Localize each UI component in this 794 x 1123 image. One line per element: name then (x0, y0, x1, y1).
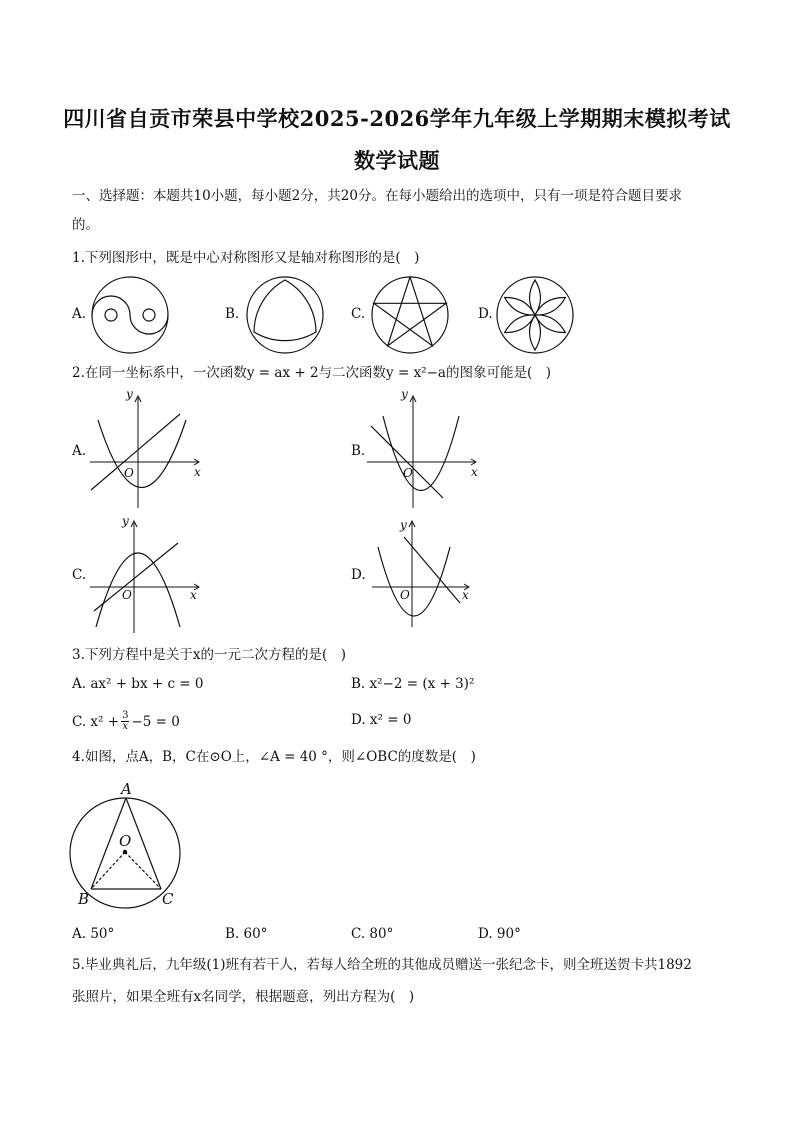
section-instructions-cont: 的。 (72, 217, 99, 233)
q3-option-c-prefix: C. x² + (72, 713, 120, 730)
q2-d-y-label: y (400, 518, 407, 532)
q4-circle-figure (68, 780, 186, 910)
q1-option-d-label: D. (478, 306, 493, 322)
q2-b-origin: O (403, 466, 413, 480)
q2-a-y-label: y (126, 387, 133, 401)
q4-option-b: B. 60° (225, 926, 268, 942)
q4-label-o: O (119, 832, 132, 850)
question-2-text: 2.在同一坐标系中，一次函数y = ax + 2与二次函数y = x²−a的图象可能是( ) (72, 365, 551, 381)
q3-fraction-denominator: x (122, 721, 129, 732)
section-instructions: 一、选择题：本题共10小题，每小题2分，共20分。在每小题给出的选项中，只有一项是符合题目要求 (72, 188, 682, 204)
doc-subtitle: 数学试题 (354, 148, 440, 173)
q3-fraction-numerator: 3 (122, 710, 129, 721)
q3-option-c (72, 711, 180, 732)
q2-graph-c (86, 515, 211, 635)
q1-option-c-label: C. (351, 306, 366, 322)
q2-c-x-label: x (190, 588, 197, 602)
q3-option-a: A. ax² + bx + c = 0 (72, 676, 204, 692)
question-5-text-cont: 张照片，如果全班有x名同学，根据题意，列出方程为( ) (72, 989, 415, 1005)
q1-figure-c-pentagram (369, 274, 451, 356)
q2-graph-d (368, 515, 493, 635)
q2-b-x-label: x (471, 465, 478, 479)
q3-option-d: D. x² = 0 (351, 712, 412, 728)
q2-a-origin: O (124, 466, 134, 480)
q4-label-b: B (78, 890, 90, 908)
question-5-text: 5.毕业典礼后，九年级(1)班有若干人，若每人给全班的其他成员赠送一张纪念卡，则全班送贺卡共1892 (72, 957, 692, 973)
q3-option-b: B. x²−2 = (x + 3)² (351, 676, 475, 692)
q2-a-x-label: x (194, 465, 201, 479)
q4-option-d: D. 90° (478, 926, 521, 942)
q1-option-a-label: A. (72, 306, 87, 322)
question-4-text: 4.如图，点A，B，C在⊙O上，∠A = 40 °，则∠OBC的度数是( ) (72, 749, 476, 765)
question-3-text: 3.下列方程中是关于x的一元二次方程的是( ) (72, 647, 347, 663)
q4-label-c: C (162, 890, 174, 908)
q4-label-a: A (121, 780, 132, 798)
q1-figure-d-flower (494, 274, 576, 356)
q2-c-y-label: y (122, 514, 129, 528)
q4-option-a: A. 50° (72, 926, 115, 942)
q1-figure-b-reuleaux (244, 274, 326, 356)
q3-option-c-suffix: −5 = 0 (131, 713, 180, 730)
q4-option-c: C. 80° (351, 926, 394, 942)
q1-option-b-label: B. (225, 306, 240, 322)
q2-c-origin: O (122, 588, 132, 602)
q3-option-c-fraction (121, 711, 129, 732)
q2-option-b-label: B. (351, 443, 366, 459)
question-1-text: 1.下列图形中，既是中心对称图形又是轴对称图形的是( ) (72, 250, 420, 266)
q2-b-y-label: y (401, 387, 408, 401)
q2-d-origin: O (400, 588, 410, 602)
q1-figure-a-taiji (89, 274, 171, 356)
q2-option-a-label: A. (72, 443, 87, 459)
q2-d-x-label: x (462, 588, 469, 602)
doc-title: 四川省自贡市荣县中学校2025-2026学年九年级上学期期末模拟考试 (63, 106, 731, 131)
q2-graph-a (86, 387, 211, 510)
q2-option-d-label: D. (351, 567, 366, 583)
q2-option-c-label: C. (72, 567, 87, 583)
q2-graph-b (363, 387, 488, 510)
